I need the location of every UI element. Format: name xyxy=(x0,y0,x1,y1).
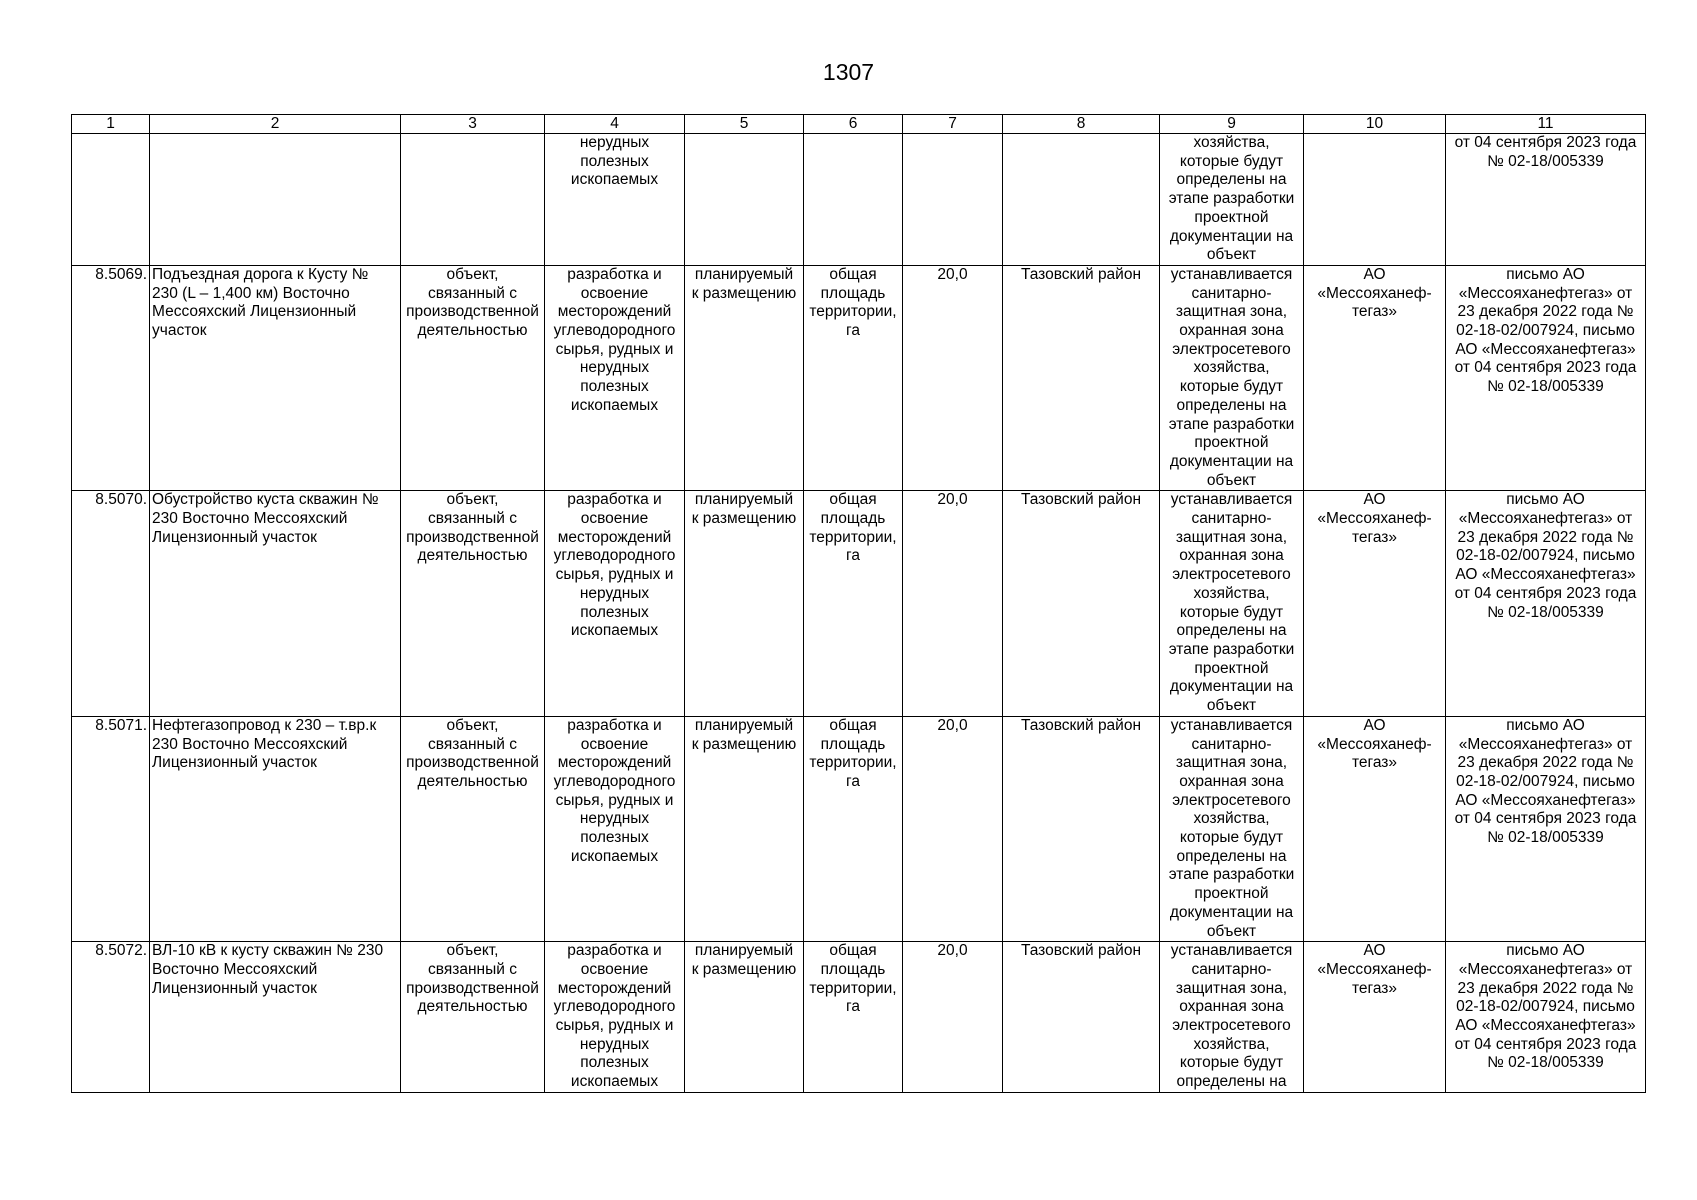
cell-basis: письмо АО «Мессояханефтегаз» от 23 декабря 2022 года № 02-18-02/007924, письмо АО «Мессояханефтегаз» от 04 сентября 2023 года № 02-18/005339 xyxy=(1446,265,1646,490)
cell-name: Нефтегазопровод к 230 – т.вр.к 230 Восточно Мессояхский Лицензионный участок xyxy=(150,716,401,941)
cell-characteristic: общая площадь территории, га xyxy=(804,716,903,941)
cell-status: планируемый к размещению xyxy=(685,265,804,490)
column-header: 7 xyxy=(903,115,1003,134)
column-header: 10 xyxy=(1304,115,1446,134)
cell-location: Тазовский район xyxy=(1003,265,1160,490)
cell-purpose: разработка и освоение месторождений углеводородного сырья, рудных и нерудных полезных ископаемых xyxy=(545,491,685,716)
cell-empty xyxy=(1304,134,1446,266)
column-header: 9 xyxy=(1160,115,1304,134)
cell-name: Подъездная дорога к Кусту № 230 (L – 1,400 км) Восточно Мессояхский Лицензионный участок xyxy=(150,265,401,490)
cell-owner: АО «Мессояханеф- тегаз» xyxy=(1304,265,1446,490)
column-header: 6 xyxy=(804,115,903,134)
cell-basis: письмо АО «Мессояханефтегаз» от 23 декабря 2022 года № 02-18-02/007924, письмо АО «Мессояханефтегаз» от 04 сентября 2023 года № 02-18/005339 xyxy=(1446,491,1646,716)
cell-empty xyxy=(72,134,150,266)
cell-value: 20,0 xyxy=(903,491,1003,716)
cell-zones: устанавливается санитарно- защитная зона, охранная зона электросетевого хозяйства, которые будут определены на этапе разработки проектной документации на объект xyxy=(1160,491,1304,716)
page-number: 1307 xyxy=(822,59,875,85)
cell-empty xyxy=(1003,134,1160,266)
cell-empty xyxy=(903,134,1003,266)
cell-empty xyxy=(804,134,903,266)
registry-table xyxy=(71,114,1646,1093)
cell-characteristic: общая площадь территории, га xyxy=(804,942,903,1093)
cell-owner: АО «Мессояханеф- тегаз» xyxy=(1304,491,1446,716)
cell-location: Тазовский район xyxy=(1003,716,1160,941)
cell-characteristic: общая площадь территории, га xyxy=(804,265,903,490)
cell-type: объект, связанный с производственной деятельностью xyxy=(401,716,545,941)
cell-name: Обустройство куста скважин № 230 Восточно Мессояхский Лицензионный участок xyxy=(150,491,401,716)
cell-status: планируемый к размещению xyxy=(685,491,804,716)
cell-type: объект, связанный с производственной деятельностью xyxy=(401,265,545,490)
table-row xyxy=(72,716,1646,941)
cell-purpose: разработка и освоение месторождений углеводородного сырья, рудных и нерудных полезных ископаемых xyxy=(545,716,685,941)
cell-zones: устанавливается санитарно- защитная зона, охранная зона электросетевого хозяйства, которые будут определены на xyxy=(1160,942,1304,1093)
cell-empty xyxy=(150,134,401,266)
cell-number: 8.5072. xyxy=(72,942,150,1093)
cell-number: 8.5070. xyxy=(72,491,150,716)
continuation-row xyxy=(72,134,1646,266)
table-row xyxy=(72,491,1646,716)
cell-type: объект, связанный с производственной деятельностью xyxy=(401,942,545,1093)
cell-zones: хозяйства, которые будут определены на этапе разработки проектной документации на объект xyxy=(1160,134,1304,266)
cell-number: 8.5069. xyxy=(72,265,150,490)
column-header: 1 xyxy=(72,115,150,134)
header-row xyxy=(72,115,1646,134)
cell-empty xyxy=(401,134,545,266)
cell-owner: АО «Мессояханеф- тегаз» xyxy=(1304,716,1446,941)
table-row xyxy=(72,942,1646,1093)
cell-number: 8.5071. xyxy=(72,716,150,941)
column-header: 4 xyxy=(545,115,685,134)
cell-location: Тазовский район xyxy=(1003,491,1160,716)
cell-zones: устанавливается санитарно- защитная зона, охранная зона электросетевого хозяйства, которые будут определены на этапе разработки проектной документации на объект xyxy=(1160,716,1304,941)
cell-owner: АО «Мессояханеф- тегаз» xyxy=(1304,942,1446,1093)
cell-status: планируемый к размещению xyxy=(685,942,804,1093)
cell-basis: от 04 сентября 2023 года № 02-18/005339 xyxy=(1446,134,1646,266)
column-header: 8 xyxy=(1003,115,1160,134)
table-row xyxy=(72,265,1646,490)
cell-characteristic: общая площадь территории, га xyxy=(804,491,903,716)
cell-empty xyxy=(685,134,804,266)
cell-status: планируемый к размещению xyxy=(685,716,804,941)
cell-location: Тазовский район xyxy=(1003,942,1160,1093)
column-header: 3 xyxy=(401,115,545,134)
cell-basis: письмо АО «Мессояханефтегаз» от 23 декабря 2022 года № 02-18-02/007924, письмо АО «Мессояханефтегаз» от 04 сентября 2023 года № 02-18/005339 xyxy=(1446,942,1646,1093)
column-header: 2 xyxy=(150,115,401,134)
cell-purpose: разработка и освоение месторождений углеводородного сырья, рудных и нерудных полезных ископаемых xyxy=(545,265,685,490)
cell-value: 20,0 xyxy=(903,265,1003,490)
cell-type: объект, связанный с производственной деятельностью xyxy=(401,491,545,716)
cell-purpose: нерудных полезных ископаемых xyxy=(545,134,685,266)
cell-name: ВЛ-10 кВ к кусту скважин № 230 Восточно Мессояхский Лицензионный участок xyxy=(150,942,401,1093)
cell-value: 20,0 xyxy=(903,942,1003,1093)
column-header: 5 xyxy=(685,115,804,134)
cell-basis: письмо АО «Мессояханефтегаз» от 23 декабря 2022 года № 02-18-02/007924, письмо АО «Мессояханефтегаз» от 04 сентября 2023 года № 02-18/005339 xyxy=(1446,716,1646,941)
cell-zones: устанавливается санитарно- защитная зона, охранная зона электросетевого хозяйства, которые будут определены на этапе разработки проектной документации на объект xyxy=(1160,265,1304,490)
column-header: 11 xyxy=(1446,115,1646,134)
cell-value: 20,0 xyxy=(903,716,1003,941)
cell-purpose: разработка и освоение месторождений углеводородного сырья, рудных и нерудных полезных ископаемых xyxy=(545,942,685,1093)
